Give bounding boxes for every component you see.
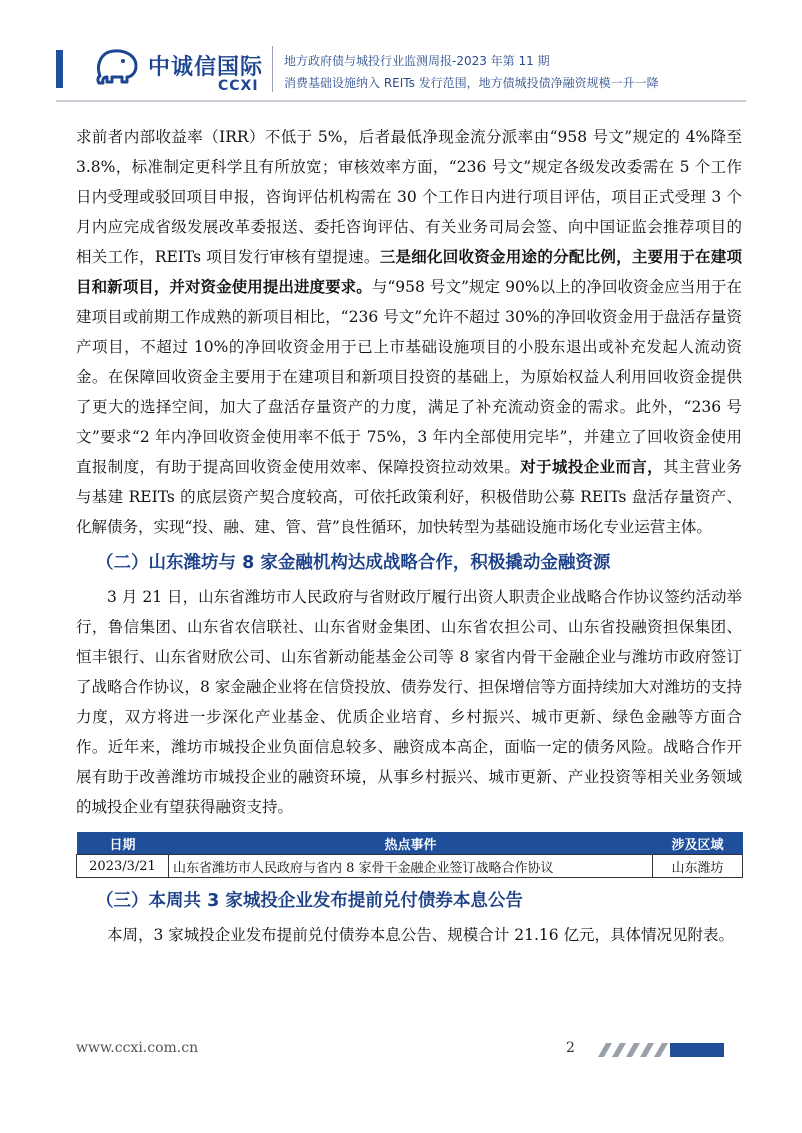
logo-english-name: CCXI xyxy=(218,78,259,94)
section-heading-early-redemption: （三）本周共 3 家城投企业发布提前兑付债券本息公告 xyxy=(96,891,523,911)
section-heading-weifang: （二）山东潍坊与 8 家金融机构达成战略合作，积极撬动金融资源 xyxy=(96,553,611,573)
table-header-row xyxy=(77,832,743,855)
table-cell-region: 山东潍坊 xyxy=(653,855,743,878)
footer-stripes-decoration xyxy=(592,1043,724,1057)
paragraph-text: 其主营业务与基建 REITs 的底层资产契合度较高，可依托政策利好，积极借助公募 REITs 盘活存量资产、化解债务，实现“投、融、建、管、营”良性循环，加快转型为基础设施市场化专业运营主体。 xyxy=(76,458,742,536)
page-number: 2 xyxy=(566,1040,575,1056)
footer-website-link[interactable]: www.ccxi.com.cn xyxy=(76,1040,199,1056)
logo-chinese-name: 中诚信国际 xyxy=(148,55,264,80)
table-row xyxy=(77,855,743,878)
report-subtitle: 消费基础设施纳入 REITs 发行范围，地方债城投债净融资规模一升一降 xyxy=(284,76,659,90)
paragraph-text: 求前者内部收益率（IRR）不低于 5%，后者最低净现金流分派率由“958 号文”规定的 4%降至 3.8%，标准制定更科学且有所放宽；审核效率方面，“236 号文”规定各级发改委需在 5 个工作日内受理或驳回项目申报，咨询评估机构需在 30 个工作日内进行项目评估，项目正式受理 3 个月内应完成省级发展改革委报送、委托咨询评估、有关业务司局会签、向中国证监会推荐项目的相关工作，REITs 项目发行审核有望提速。 xyxy=(76,128,742,266)
header-rule xyxy=(56,100,746,102)
report-title: 地方政府债与城投行业监测周报-2023 年第 11 期 xyxy=(284,54,550,68)
header-divider xyxy=(272,46,273,92)
paragraph-bold-text: 三是细化回收资金用途的分配比例，主要用于在建项目和新项目，并对资金使用提出进度要求。 xyxy=(76,247,742,296)
table-header-date: 日期 xyxy=(77,832,169,855)
table-header-event: 热点事件 xyxy=(169,832,653,855)
paragraph-reits-policy xyxy=(76,122,742,542)
elephant-logo-icon xyxy=(94,46,140,86)
paragraph-weifang: 3 月 21 日，山东省潍坊市人民政府与省财政厅履行出资人职责企业战略合作协议签约活动举行，鲁信集团、山东省农信联社、山东省财金集团、山东省农担公司、山东省投融资担保集团、恒丰银行、山东省财欣公司、山东省新动能基金公司等 8 家省内骨干金融企业与潍坊市政府签订了战略合作协议，8 家金融企业将在信贷投放、债券发行、担保增信等方面持续加大对潍坊的支持力度，双方将进一步深化产业基金、优质企业培育、乡村振兴、城市更新、绿色金融等方面合作。近年来，潍坊市城投企业负面信息较多、融资成本高企，面临一定的债务风险。战略合作开展有助于改善潍坊市城投企业的融资环境，从事乡村振兴、城市更新、产业投资等相关业务领域的城投企业有望获得融资支持。 xyxy=(76,588,742,816)
page-header xyxy=(0,0,802,108)
table-cell-date: 2023/3/21 xyxy=(77,855,169,878)
table-header-region: 涉及区域 xyxy=(653,832,743,855)
paragraph-text: 与“958 号文”规定 90%以上的净回收资金应当用于在建项目或前期工作成熟的新项目相比，“236 号文”允许不超过 30%的净回收资金用于盘活存量资产项目，不超过 10%的净回收资金用于已上市基础设施项目的小股东退出或补充发起人流动资金。在保障回收资金主要用于在建项目和新项目投资的基础上，为原始权益人利用回收资金提供了更大的选择空间，加大了盘活存量资产的力度，满足了补充流动资金的需求。此外，“236 号文”要求“2 年内净回收资金使用率不低于 75%，3 年内全部使用完毕”，并建立了回收资金使用直报制度，有助于提高回收资金使用效率、保障投资拉动效果。 xyxy=(76,278,742,476)
paragraph-early-redemption: 本周，3 家城投企业发布提前兑付债券本息公告、规模合计 21.16 亿元，具体情况见附表。 xyxy=(107,926,735,944)
header-accent-bar xyxy=(56,50,63,88)
main-content xyxy=(76,122,742,950)
hot-events-table xyxy=(76,832,743,878)
table-cell-event: 山东省潍坊市人民政府与省内 8 家骨干金融企业签订战略合作协议 xyxy=(169,855,653,878)
paragraph-bold-text: 对于城投企业而言， xyxy=(520,457,664,476)
